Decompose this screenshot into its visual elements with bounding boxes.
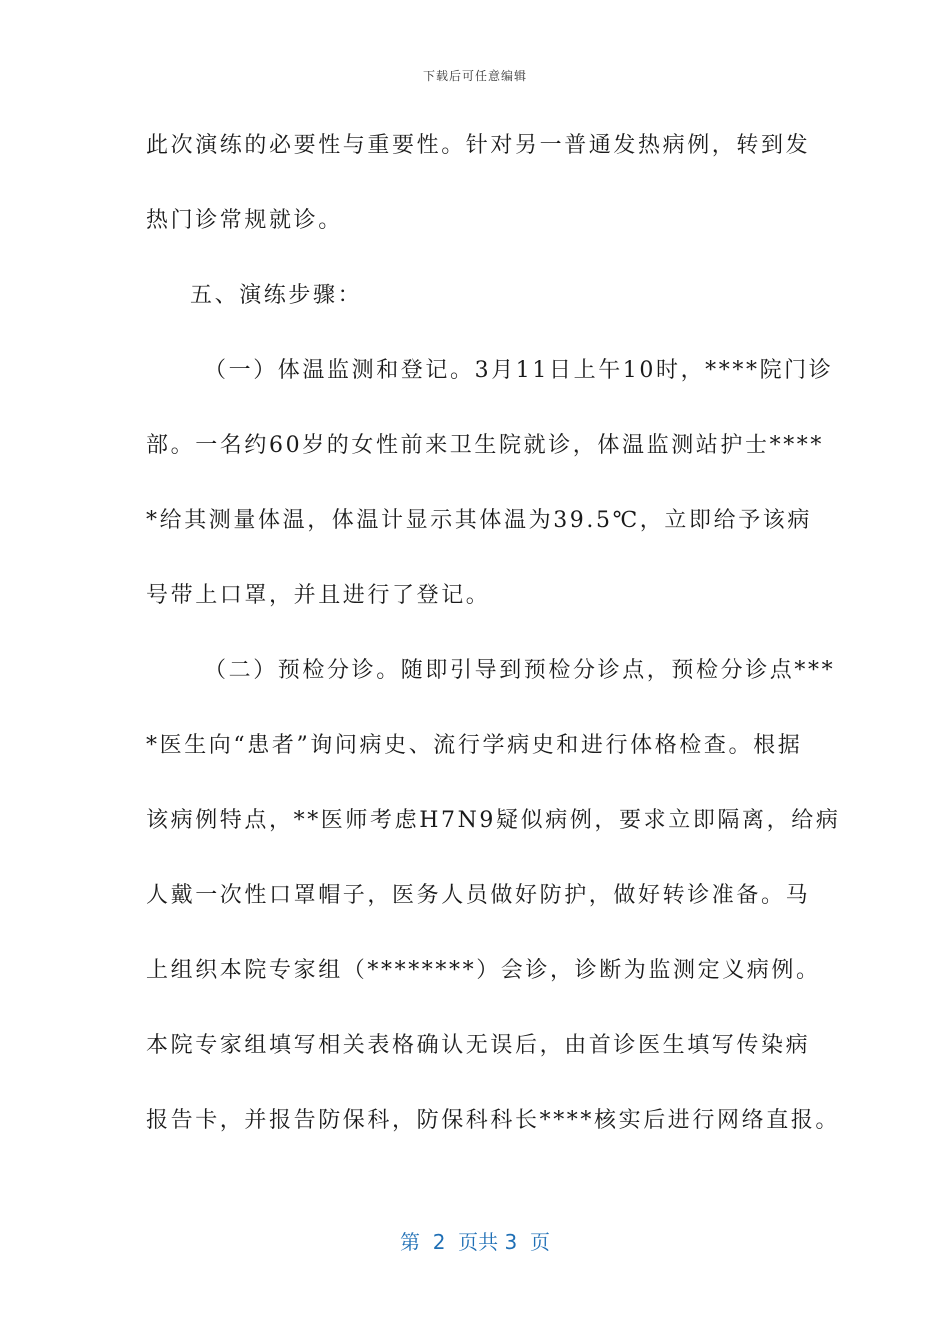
body-line: 热门诊常规就诊。 [146,208,343,233]
page-number-footer: 第 2 页共 3 页 [400,1230,550,1254]
body-line: 此次演练的必要性与重要性。针对另一普通发热病例，转到发 [146,133,811,158]
body-line: *给其测量体温，体温计显示其体温为39.5℃，立即给予该病 [146,508,812,533]
body-line: 号带上口罩，并且进行了登记。 [146,583,491,608]
page-header: 下载后可任意编辑 [422,69,527,83]
body-line: （二）预检分诊。随即引导到预检分诊点，预检分诊点*** [204,658,836,683]
document-body [146,122,841,1172]
body-line: （一）体温监测和登记。3月11日上午10时，****院门诊 [204,358,834,383]
body-line: 部。一名约60岁的女性前来卫生院就诊，体温监测站护士**** [146,433,824,458]
body-line: *医生向“患者”询问病史、流行学病史和进行体格检查。根据 [146,733,803,758]
body-line: 人戴一次性口罩帽子，医务人员做好防护，做好转诊准备。马 [146,883,811,908]
body-line: 上组织本院专家组（********）会诊，诊断为监测定义病例。 [146,958,821,983]
section-heading: 五、演练步骤： [190,283,363,308]
body-line: 报告卡，并报告防保科，防保科科长****核实后进行网络直报。 [146,1108,841,1133]
body-line: 本院专家组填写相关表格确认无误后，由首诊医生填写传染病 [146,1033,811,1058]
body-line: 该病例特点，**医师考虑H7N9疑似病例，要求立即隔离，给病 [146,808,841,833]
